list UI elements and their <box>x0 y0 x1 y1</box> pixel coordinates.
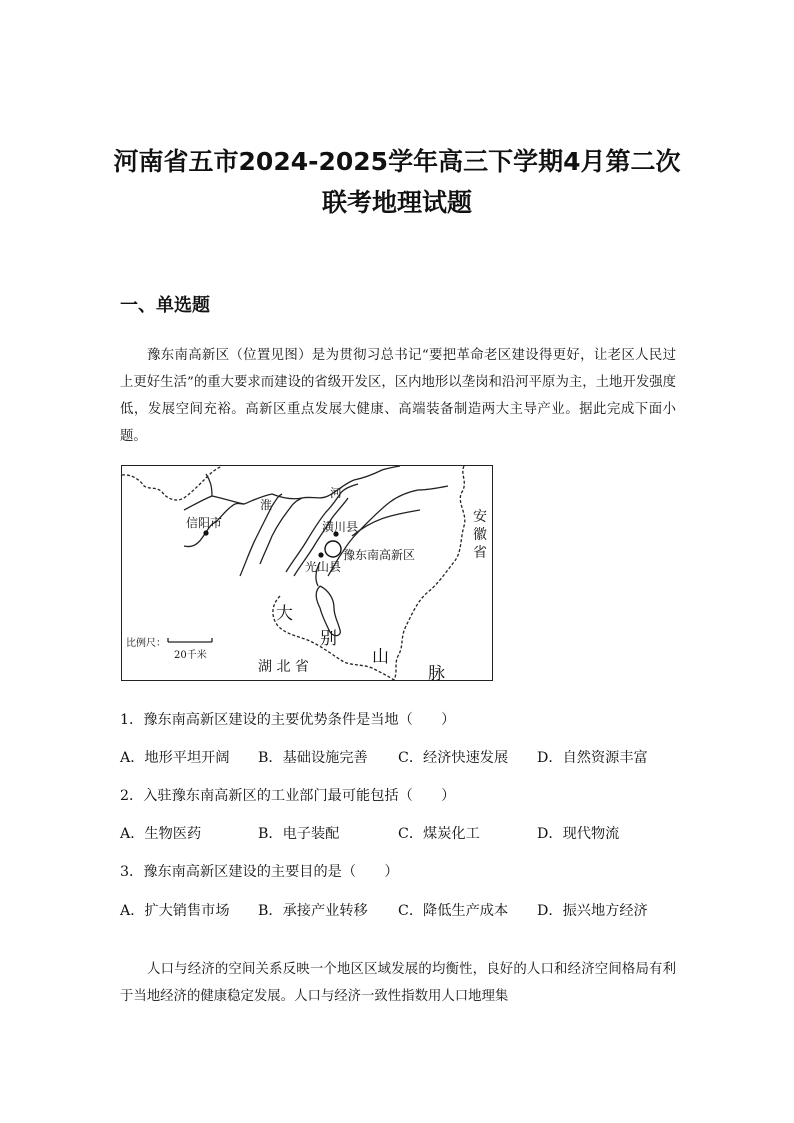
question-2-stem: 2．入驻豫东南高新区的工业部门最可能包括（ ） <box>120 788 456 804</box>
scale-label: 比例尺： <box>126 638 166 649</box>
section-title: 一、单选题 <box>120 295 210 316</box>
label-he: 河 <box>330 486 343 500</box>
gaoxinqu-circle <box>325 541 341 557</box>
question-3-stem: 3．豫东南高新区建设的主要目的是（ ） <box>120 864 399 880</box>
label-xinyang: 信阳市 <box>186 516 223 530</box>
label-huangchuan: 潢川县 <box>322 520 359 534</box>
east-tributary <box>352 510 420 536</box>
q3-option-b[interactable]: B．承接产业转移 <box>258 903 368 919</box>
q1-option-c[interactable]: C．经济快速发展 <box>398 750 509 766</box>
q2-option-a[interactable]: A．生物医药 <box>120 826 202 842</box>
document-title-line2: 联考地理试题 <box>321 188 472 217</box>
label-guangshan: 光山县 <box>305 560 342 574</box>
label-mai: 脉 <box>428 664 445 684</box>
scale-value: 20千米 <box>174 650 207 661</box>
guangshan-dot <box>318 552 323 557</box>
label-gaoxinqu: 豫东南高新区 <box>343 548 416 562</box>
q3-option-c[interactable]: C．降低生产成本 <box>398 903 509 919</box>
label-shan: 山 <box>372 647 389 667</box>
document-title-line1: 河南省五市2024-2025学年高三下学期4月第二次 <box>113 147 681 176</box>
q2-option-d[interactable]: D．现代物流 <box>537 826 620 842</box>
q3-option-a[interactable]: A．扩大销售市场 <box>120 903 230 919</box>
q1-option-a[interactable]: A．地形平坦开阔 <box>120 750 230 766</box>
label-hubei: 湖 北 省 <box>258 659 309 675</box>
q3-option-d[interactable]: D．振兴地方经济 <box>537 903 648 919</box>
label-da: 大 <box>276 604 293 624</box>
q1-option-b[interactable]: B．基础设施完善 <box>258 750 368 766</box>
q2-option-c[interactable]: C．煤炭化工 <box>398 826 480 842</box>
question-1-stem: 1．豫东南高新区建设的主要优势条件是当地（ ） <box>120 712 456 728</box>
passage-2: 人口与经济的空间关系反映一个地区区域发展的均衡性，良好的人口和经济空间格局有利于当地经济的健康稳定发展。人口与经济一致性指数用人口地理集 <box>120 962 676 1004</box>
location-map <box>121 465 493 684</box>
label-huai: 淮 <box>260 498 273 512</box>
scale-bar <box>168 638 212 642</box>
passage-1: 豫东南高新区（位置见图）是为贯彻习总书记“要把革命老区建设得更好，让老区人民过上更好生活”的重大要求而建设的省级开发区，区内地形以垄岗和沿河平原为主，土地开发强度低，发展空间充裕。高新区重点发展大健康、高端装备制造两大主导产业。据此完成下面小题。 <box>120 348 676 444</box>
q1-option-d[interactable]: D．自然资源丰富 <box>537 750 648 766</box>
label-bie: 别 <box>320 629 337 649</box>
xinyang-dot <box>203 530 208 535</box>
q2-option-b[interactable]: B．电子装配 <box>258 826 340 842</box>
huai-river <box>184 466 400 510</box>
label-anhui: 安徽省 <box>473 509 487 561</box>
